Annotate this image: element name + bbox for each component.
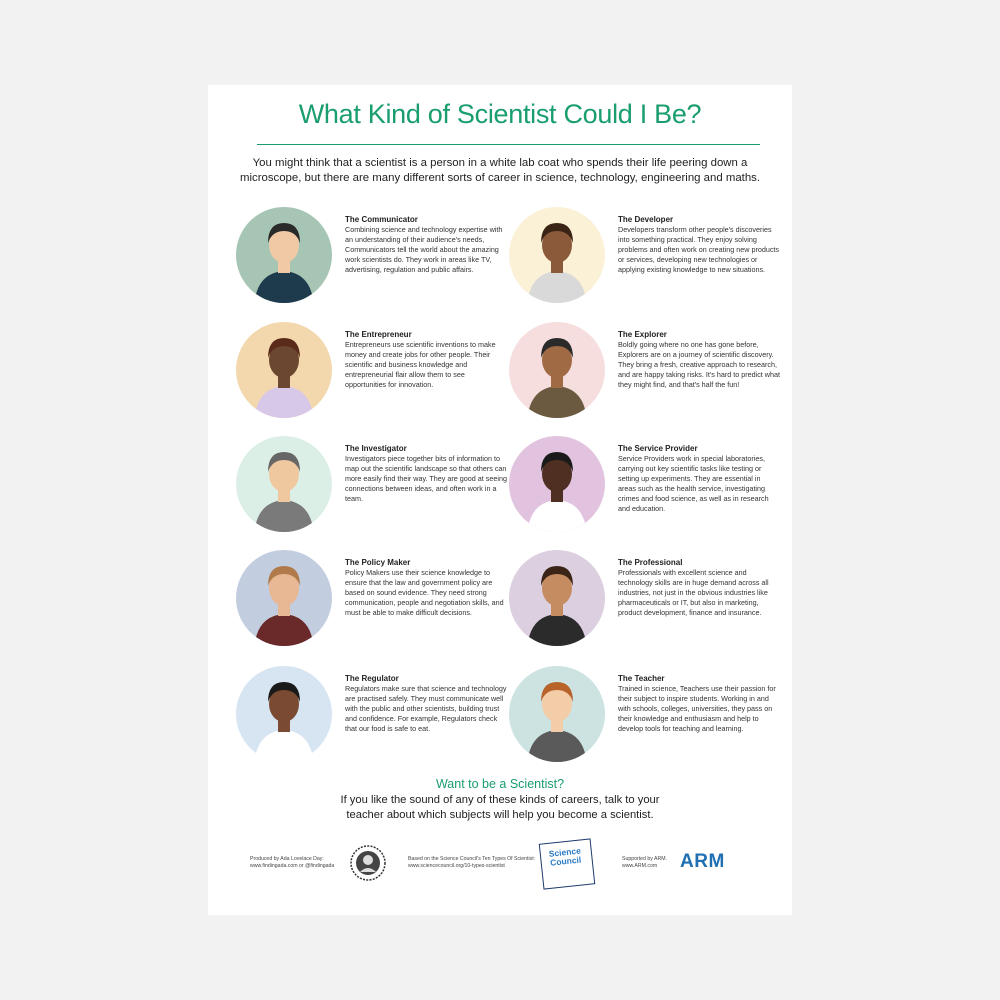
intro-text: You might think that a scientist is a person in a white lab coat who spends their life peering down a microscope, but there are many different sorts of career in science, technology, engineering and maths. (239, 157, 761, 184)
scientist-title: The Investigator (345, 444, 407, 453)
service-provider-avatar-icon (509, 436, 605, 532)
scientist-title: The Entrepreneur (345, 330, 412, 339)
ada-lovelace-seal-icon (350, 845, 386, 881)
scientist-description: Entrepreneurs use scientific inventions to make money and create jobs for other people. Their scientific and business knowledge and entrepreneurial flair allow them to see opportunities for innovation. (345, 340, 496, 390)
scientist-description: Professionals with excellent science and technology skills are in huge demand across all industries, not just in the obvious industries like pharmaceuticals or IT, but also in marketing, product development, finance and insurance. (618, 568, 769, 618)
scientist-description: Developers transform other people's discoveries into something practical. They enjoy solving problems and often work on creating new products or services, developing new technologies or applying existing knowledge to new situations. (618, 225, 780, 275)
scientist-description: Investigators piece together bits of information to map out the scientific landscape so that others can more easily find their way. They are good at seeing connections between ideas, and often work in a team. (345, 454, 507, 504)
scientist-text (618, 444, 780, 515)
scientist-text (618, 558, 780, 618)
scientist-title: The Service Provider (618, 444, 698, 453)
scientist-card (236, 666, 516, 776)
scientist-text (345, 558, 507, 618)
scientist-description: Trained in science, Teachers use their passion for their subject to inspire students. Working in and with schools, colleges, universities, they pass on their knowledge and enthusiasm and help to develop tools for teaching and learning. (618, 684, 776, 734)
scientist-card (509, 666, 789, 776)
scientist-text (345, 674, 507, 734)
scientist-card (509, 436, 789, 546)
communicator-avatar-icon (236, 207, 332, 303)
scientist-card (236, 436, 516, 546)
cta-text: If you like the sound of any of these kinds of careers, talk to your teacher about which subjects will help you become a scientist. (340, 794, 660, 821)
based-on-credit: Based on the Science Council's Ten Types Of Scientist: www.sciencecouncil.org/10-types-scientist (408, 856, 536, 869)
scientist-card (236, 550, 516, 660)
scientist-title: The Explorer (618, 330, 667, 339)
scientist-title: The Developer (618, 215, 674, 224)
scientist-card (509, 550, 789, 660)
scientist-text (618, 674, 780, 734)
science-council-logo: Science Council (539, 838, 596, 889)
poster (208, 85, 792, 915)
page-title: What Kind of Scientist Could I Be? (298, 99, 702, 129)
scientist-card (509, 322, 789, 432)
scientist-description: Service Providers work in special laboratories, carrying out key scientific tasks like testing or setting up experiments. They are essential in areas such as the health service, investigating crimes and food science, as well as in research and education. (618, 454, 769, 514)
scientist-card (236, 207, 516, 317)
entrepreneur-avatar-icon (236, 322, 332, 418)
scientist-title: The Teacher (618, 674, 665, 683)
teacher-avatar-icon (509, 666, 605, 762)
scientist-card (509, 207, 789, 317)
scientist-title: The Regulator (345, 674, 399, 683)
scientist-text (345, 444, 507, 504)
scientist-title: The Professional (618, 558, 683, 567)
produced-by-credit: Produced by Ada Lovelace Day: www.findingada.com or @findingada (250, 856, 335, 869)
scientist-text (345, 215, 507, 275)
scientist-text (618, 330, 780, 390)
scientist-title: The Communicator (345, 215, 418, 224)
scientist-description: Policy Makers use their science knowledge to ensure that the law and government policy are based on sound evidence. They need strong communication, people and negotiation skills, and must be able to make difficult decisions. (345, 568, 504, 618)
investigator-avatar-icon (236, 436, 332, 532)
scientist-text (345, 330, 507, 390)
supported-by-credit: Supported by ARM. www.ARM.com (622, 856, 667, 869)
scientist-description: Combining science and technology expertise with an understanding of their audience's needs, Communicators tell the world about the amazing work scientists do. They work in areas like TV, advertising, regulation and public affairs. (345, 225, 503, 275)
scientist-description: Regulators make sure that science and technology are practised safely. They must communicate well with the public and other scientists, building trust and confidence. For example, Regulators check that our food is safe to eat. (345, 684, 507, 734)
developer-avatar-icon (509, 207, 605, 303)
cta-title: Want to be a Scientist? (435, 777, 565, 791)
title-divider (257, 144, 760, 145)
explorer-avatar-icon (509, 322, 605, 418)
scientist-card (236, 322, 516, 432)
scientist-title: The Policy Maker (345, 558, 411, 567)
policy-maker-avatar-icon (236, 550, 332, 646)
scientist-text (618, 215, 780, 275)
professional-avatar-icon (509, 550, 605, 646)
regulator-avatar-icon (236, 666, 332, 762)
arm-logo: ARM (680, 851, 725, 872)
scientist-description: Boldly going where no one has gone before, Explorers are on a journey of scientific discovery. They bring a fresh, creative approach to research, and are happy taking risks. It's hard to predict what they might find, and that's half the fun! (618, 340, 780, 390)
